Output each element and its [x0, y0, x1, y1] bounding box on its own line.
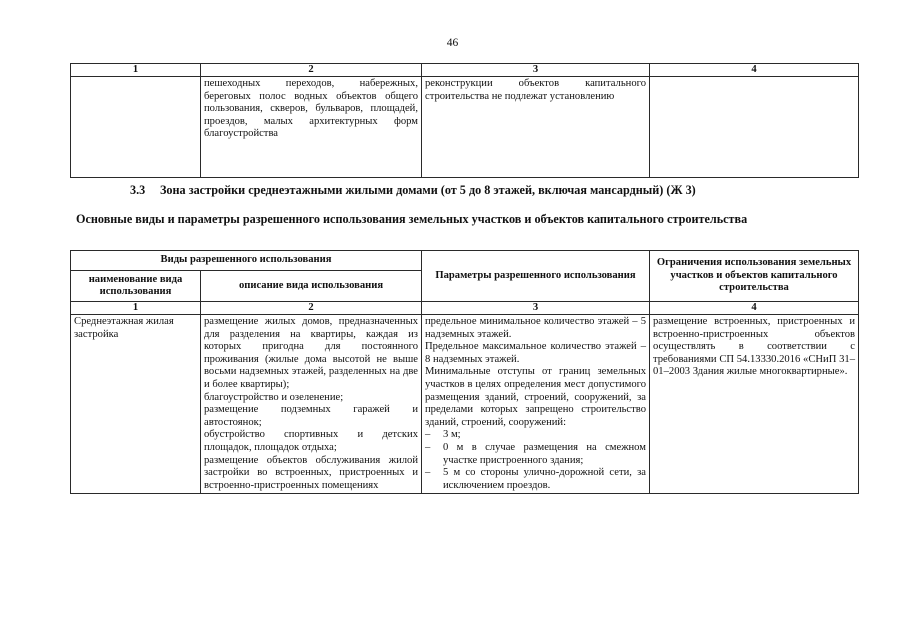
parameters-paragraph: Предельное максимальное количество этажей – 8 надземных этажей.	[425, 341, 646, 365]
column-number-row	[71, 64, 859, 77]
description-paragraph: размещение объектов обслуживания жилой застройки во встроенных, пристроенных и встроенно-пристроенных помещениях	[204, 454, 418, 491]
cell-col2: пешеходных переходов, набережных, береговых полос водных объектов общего пользования, скверов, бульваров, площадей, проездов, малых архитектурных форм благоустройства	[201, 77, 422, 178]
continuation-table	[70, 63, 859, 178]
dash-marker: –	[425, 441, 431, 453]
cell-parameters	[422, 315, 650, 494]
parameters-paragraph: Минимальные отступы от границ земельных участков в целях определения мест допустимого размещения зданий, строений, сооружений, за пределами которых запрещено строительство зданий, строений, сооружений:	[425, 366, 646, 428]
cell-restrictions: размещение встроенных, пристроенных и встроенно-пристроенных объектов осуществлять в соответствии с требованиями СП 54.13330.2016 «СНиП 31–01–2003 Здания жилые многоквартирные».	[650, 315, 859, 494]
table-row	[71, 315, 859, 494]
header-group-types: Виды разрешенного использования	[71, 251, 422, 271]
header-description: описание вида использования	[201, 271, 422, 302]
column-number-1: 1	[71, 302, 201, 315]
setback-list-item	[425, 467, 646, 492]
header-parameters: Параметры разрешенного использования	[422, 251, 650, 302]
table-row	[71, 77, 859, 178]
dash-marker: –	[425, 467, 431, 479]
section-title: Зона застройки среднеэтажными жилыми домами (от 5 до 8 этажей, включая мансардный) (Ж 3)	[160, 183, 696, 197]
land-use-table	[70, 250, 859, 494]
cell-col1	[71, 77, 201, 178]
dash-marker: –	[425, 429, 431, 441]
column-number-4: 4	[650, 64, 859, 77]
column-number-4: 4	[650, 302, 859, 315]
cell-col4	[650, 77, 859, 178]
setback-list-item	[425, 429, 646, 442]
setback-list-item	[425, 442, 646, 467]
setback-text: 3 м;	[443, 429, 461, 441]
column-number-3: 3	[422, 64, 650, 77]
parameters-paragraph: предельное минимальное количество этажей – 5 надземных этажей.	[425, 316, 646, 340]
setback-text: 5 м со стороны улично-дорожной сети, за исключением проездов.	[443, 467, 646, 491]
description-paragraph: размещение подземных гаражей и автостоянок;	[204, 404, 418, 428]
cell-use-description	[201, 315, 422, 494]
section-heading	[130, 183, 696, 198]
column-number-2: 2	[201, 302, 422, 315]
setback-text: 0 м в случае размещения на смежном участке пристроенного здания;	[443, 441, 646, 466]
cell-use-name: Среднеэтажная жилая застройка	[71, 315, 201, 494]
description-paragraph: благоустройство и озеленение;	[204, 391, 344, 403]
subheading: Основные виды и параметры разрешенного использования земельных участков и объектов капитального строительства	[76, 212, 748, 226]
column-number-3: 3	[422, 302, 650, 315]
description-paragraph: обустройство спортивных и детских площадок, площадок отдыха;	[204, 429, 418, 453]
page-number: 46	[446, 37, 459, 49]
column-number-row	[71, 302, 859, 315]
section-number: 3.3	[130, 183, 146, 197]
column-number-1: 1	[71, 64, 201, 77]
header-restrictions: Ограничения использования земельных участков и объектов капитального строительства	[650, 251, 859, 302]
column-number-2: 2	[201, 64, 422, 77]
description-paragraph: размещение жилых домов, предназначенных для разделения на квартиры, каждая из которых пригодна для постоянного проживания (жилые дома высотой не выше восьми надземных этажей, разделенных на две и более квартиры);	[204, 316, 418, 390]
header-name: наименование вида использования	[71, 271, 201, 302]
cell-col3: реконструкции объектов капитального строительства не подлежат установлению	[422, 77, 650, 178]
